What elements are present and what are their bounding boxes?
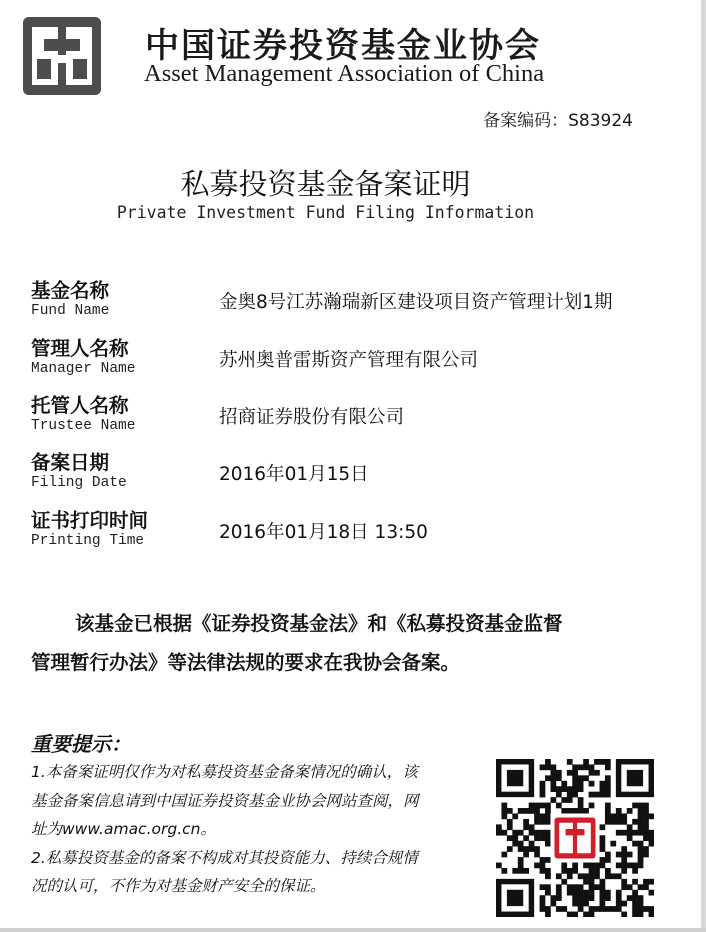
org-name-cn: 中国证券投资基金业协会	[145, 26, 541, 66]
org-name-en: Asset Management Association of China	[144, 60, 545, 87]
field-label-en: Printing Time	[31, 533, 145, 549]
field-value: 苏州奥普雷斯资产管理有限公司	[219, 350, 479, 371]
field-row-filing-date	[0, 447, 706, 503]
field-row-fund-name	[0, 275, 706, 331]
statement-line: 管理暂行办法》等法律法规的要求在我协会备案。	[31, 651, 461, 674]
notes-line: 址为www.amac.org.cn。	[31, 820, 216, 838]
filing-number-value: S83924	[568, 111, 633, 131]
notes-line: 1.本备案证明仅作为对私募投资基金备案情况的确认，该	[31, 763, 418, 781]
field-label-en: Manager Name	[31, 361, 136, 377]
filing-number	[483, 106, 633, 131]
page-subtitle: Private Investment Fund Filing Information	[116, 203, 535, 222]
field-label-en: Fund Name	[31, 303, 110, 319]
notes-line: 况的认可，不作为对基金财产安全的保证。	[31, 877, 326, 895]
field-label-en: Trustee Name	[31, 418, 136, 434]
field-value: 2016年01月15日	[219, 464, 369, 485]
qr-finder-pattern	[616, 759, 654, 797]
filing-number-label: 备案编码：	[483, 111, 569, 131]
field-label-cn: 管理人名称	[31, 337, 129, 360]
notes-line: 基金备案信息请到中国证券投资基金业协会网站查阅，网	[31, 791, 419, 810]
page-title: 私募投资基金备案证明	[180, 167, 471, 201]
notes-title: 重要提示：	[31, 732, 131, 756]
field-value: 招商证券股份有限公司	[219, 407, 405, 428]
filing-statement	[31, 604, 651, 682]
field-label-cn: 证书打印时间	[31, 509, 149, 532]
field-row-printing-time	[0, 505, 706, 561]
qr-finder-pattern	[496, 879, 534, 917]
notes-body	[31, 758, 501, 901]
notes-line: 2.私募投资基金的备案不构成对其投资能力、持续合规情	[31, 848, 418, 867]
page-edge	[0, 928, 706, 932]
page-edge	[701, 0, 706, 932]
field-row-trustee-name	[0, 390, 706, 446]
field-label-cn: 基金名称	[31, 279, 110, 302]
qr-code-icon[interactable]	[496, 759, 654, 917]
field-row-manager-name	[0, 333, 706, 389]
field-label-cn: 备案日期	[31, 451, 110, 474]
qr-finder-pattern	[496, 759, 534, 797]
field-label-en: Filing Date	[31, 475, 127, 491]
statement-line: 该基金已根据《证券投资基金法》和《私募投资基金监督	[75, 612, 563, 635]
qr-center-logo-icon	[550, 813, 599, 862]
amac-logo-icon	[23, 17, 101, 95]
field-value: 金奥8号江苏瀚瑞新区建设项目资产管理计划1期	[219, 292, 613, 313]
field-label-cn: 托管人名称	[31, 394, 129, 417]
field-value: 2016年01月18日 13:50	[219, 522, 428, 543]
